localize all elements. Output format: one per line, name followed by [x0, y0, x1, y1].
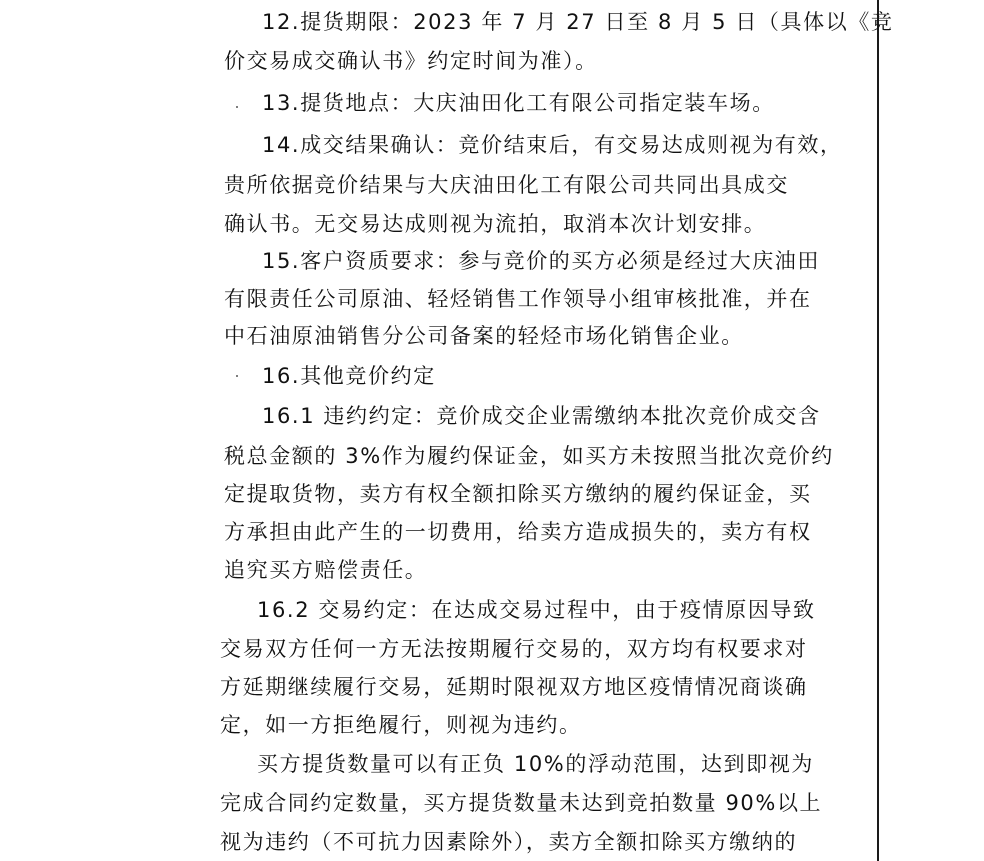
text-line: 16.1 违约约定：竞价成交企业需缴纳本批次竞价成交含 [262, 404, 821, 428]
text-line: 12.提货期限：2023 年 7 月 27 日至 8 月 5 日（具体以《竞 [262, 10, 894, 34]
text-line: 视为违约（不可抗力因素除外），卖方全额扣除买方缴纳的 [220, 830, 798, 854]
text-line: 完成合同约定数量，买方提货数量未达到竞拍数量 90%以上 [220, 791, 823, 815]
text-line: 价交易成交确认书》约定时间为准）。 [224, 49, 598, 73]
text-line: 16.其他竞价约定 [262, 364, 436, 388]
text-line: 中石油原油销售分公司备案的轻烃市场化销售企业。 [224, 324, 744, 348]
text-line: 定提取货物，卖方有权全额扣除买方缴纳的履约保证金，买 [224, 482, 812, 506]
text-line: 税总金额的 3%作为履约保证金，如买方未按照当批次竞价约 [224, 444, 834, 468]
text-line: 16.2 交易约定：在达成交易过程中，由于疫情原因导致 [257, 598, 816, 622]
text-line: 追究买方赔偿责任。 [224, 558, 428, 582]
text-line: 定，如一方拒绝履行，则视为违约。 [220, 713, 582, 737]
text-line: 买方提货数量可以有正负 10%的浮动范围，达到即视为 [257, 752, 814, 776]
text-line: 确认书。无交易达成则视为流拍，取消本次计划安排。 [224, 212, 767, 236]
text-line: 方承担由此产生的一切费用，给卖方造成损失的，卖方有权 [224, 520, 812, 544]
text-line: 方延期继续履行交易，延期时限视双方地区疫情情况商谈确 [220, 675, 808, 699]
text-line: 14.成交结果确认：竞价结束后，有交易达成则视为有效， [262, 133, 843, 157]
text-line: 15.客户资质要求：参与竞价的买方必须是经过大庆油田 [262, 249, 820, 273]
text-line: 有限责任公司原油、轻烃销售工作领导小组审核批准，并在 [224, 287, 812, 311]
text-line: 交易双方任何一方无法按期履行交易的，双方均有权要求对 [220, 637, 808, 661]
text-line: 13.提货地点：大庆油田化工有限公司指定装车场。 [262, 91, 775, 115]
text-line: 贵所依据竞价结果与大庆油田化工有限公司共同出具成交 [224, 173, 789, 197]
